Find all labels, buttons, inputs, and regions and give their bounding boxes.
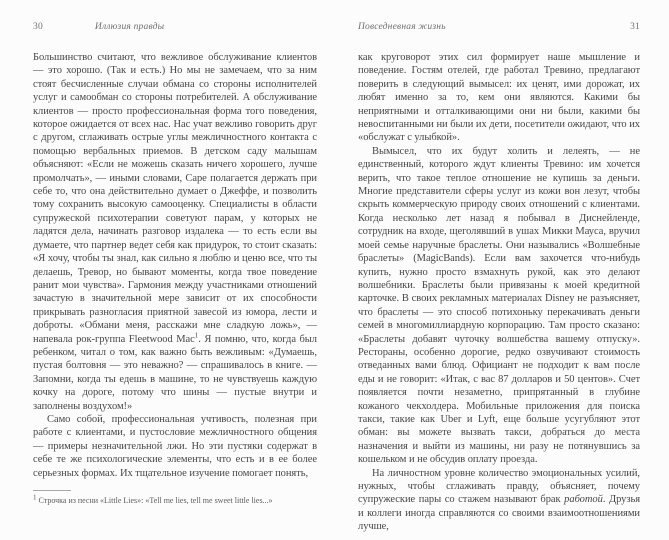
paragraph xyxy=(358,467,640,534)
paragraph-text: как круговорот этих сил формирует наше мышление и поведение. Гостям отелей, где работал Тревино, предлагают поверить в следующий вымысел: их ценят, ими дорожат, их любят именно за то, кем они являются. Какими бы неприятными и отталкивающими они ни были, какими бы невоспитанными ни были их дети, посетители ожидают, что их «обслужат с улыбкой». xyxy=(358,52,640,144)
paragraph xyxy=(33,413,317,480)
right-page-number: 31 xyxy=(630,22,640,32)
left-page-body xyxy=(33,51,317,480)
paragraph-text: . Я помню, что, когда был ребенком, читал о том, как важно быть вежливым: «Думаешь, пустая болтовня — это неважно? — спрашивалось в книге. — Запомни, когда ты едешь в машине, то не чувствуешь каждую кочку на дороге, потому что шины — пустые внутри и заполнены воздухом!» xyxy=(33,333,317,412)
left-page-number: 30 xyxy=(33,22,43,32)
footnote-marker: 1 xyxy=(33,493,37,502)
paragraph xyxy=(33,51,317,413)
footnote xyxy=(33,493,317,506)
paragraph-text: Вымысел, что их будут холить и лелеять, — не единственный, которого ждут клиенты Тревино: им хочется верить, что такое теплое отношение не купишь за деньги. Многие представители сферы услуг из кожи вон лезут, чтобы скрыть коммерческую природу своих отношений с клиентами. Когда несколько лет назад я побывал в Диснейленде, сотрудник на входе, щеголявший в ушах Микки Мауса, вручил моей семье наручные браслеты. Они назывались «Волшебные браслеты» (MagicBands). Если вам захочется что-нибудь купить, нужно просто взмахнуть рукой, как это делают волшебники. Браслеты были привязаны к моей кредитной карточке. В своих рекламных материалах Disney не разъясняет, что браслеты — это способ потихоньку перекачивать деньги семей в многомиллиардную корпорацию. Там просто сказано: «Браслеты добавят чуточку волшебства вашему отпуску». Рестораны, особенно дорогие, редко озвучивают стоимость отведанных вами блюд. Официант не подходит к вам после еды и не говорит: «Итак, с вас 87 долларов и 50 центов». Счет появляется почти незаметно, припрятанный в глубине кожаного чекхолдера. Мобильные приложения для поиска такси, такие как Uber и Lyft, еще больше усугубляют этот обман: вы можете вызвать такси, добраться до места назначения и выйти из машины, ни разу не потянувшись за кошельком и не обсудив оплату проезда. xyxy=(358,145,640,466)
paragraph xyxy=(358,51,640,145)
right-page-body xyxy=(358,51,640,534)
footnote-rule xyxy=(33,490,71,491)
paragraph-text: . Друзья и коллеги иногда справляются со своими взаимоотношениями лучше, xyxy=(358,494,640,533)
footnote-text: Строчка из песни «Little Lies»: «Tell me lies, tell me sweet little lies...» xyxy=(38,496,273,505)
left-page xyxy=(33,22,317,506)
paragraph xyxy=(358,145,640,467)
paragraph-text: Большинство считают, что вежливое обслуживание клиентов — это хорошо. (Так и есть.) Но мы не замечаем, что за ним стоят бесчисленные случаи обмана со стороны исполнителей услуг и самообман со стороны потребителей. А обслуживание клиентов — просто профессиональная форма того поведения, которое ожидается от всех нас. Нас учат вежливо говорить друг с другом, сглаживать острые углы межличностного контакта с помощью вербальных приемов. В детском саду малышам объясняют: «Если не можешь сказать ничего хорошего, лучше промолчать», — иными словами, Саре полагается держать при себе то, что она действительно думает о Джеффе, и позволить тому сохранить высокую самооценку. Специалисты в области супружеской психотерапии советуют парам, у которых не ладятся дела, начинать разговор издалека — то есть если вы думаете, что партнер ведет себя как придурок, то стоит сказать: «Я хочу, чтобы ты знал, как сильно я люблю и ценю все, что ты делаешь, Тревор, но бывают моменты, когда твое поведение ранит мои чувства». Гармония между участниками отношений зачастую в значительной мере зависит от их способности прикрывать разногласия приятной завесой из юмора, лести и доброты. «Обмани меня, расскажи мне сладкую ложь», — напевала рок-группа Fleetwood Mac xyxy=(33,52,317,345)
footnote-reference: 1 xyxy=(194,331,199,340)
paragraph-text: Само собой, профессиональная учтивость, полезная при работе с клиентами, и пустословие межличностного общения — примеры незначительной лжи. Но эти пустяки содержат в себе те же психологические элементы, что есть и в ее более серьезных формах. Их тщательное изучение помогает понять, xyxy=(33,413,317,479)
italic-word: работой xyxy=(564,494,603,506)
left-running-head-title: Иллюзия правды xyxy=(94,22,165,32)
right-running-head-title: Повседневная жизнь xyxy=(358,22,446,32)
paragraph-text: На личностном уровне количество эмоциональных усилий, нужных, чтобы сглаживать правду, объясняет, почему супружеские пары со стажем называют брак xyxy=(358,467,640,506)
right-running-head xyxy=(358,22,640,34)
right-page xyxy=(358,22,640,534)
left-running-head xyxy=(33,22,317,34)
